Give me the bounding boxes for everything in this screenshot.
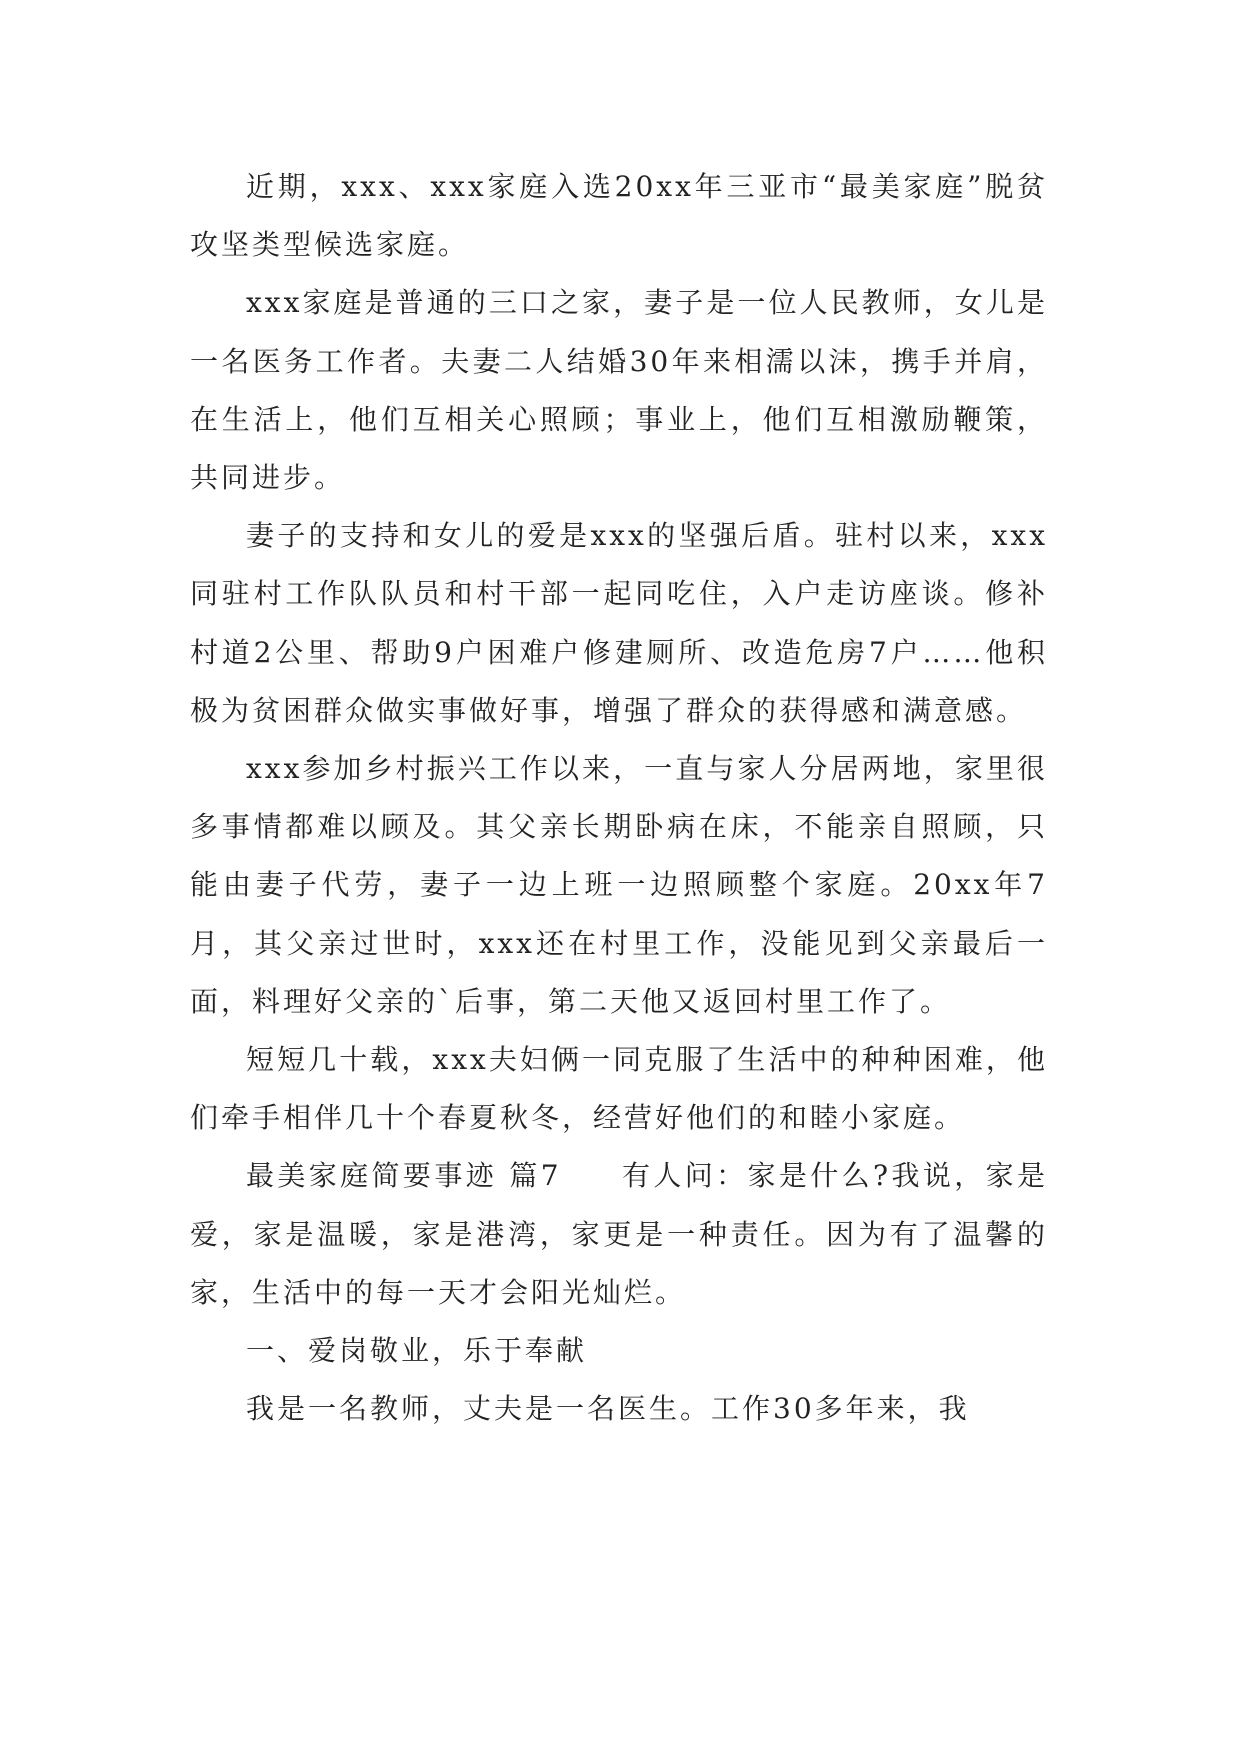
section-heading: 最美家庭简要事迹 篇7	[246, 1159, 562, 1193]
paragraph-intro: 近期，xxx、xxx家庭入选20xx年三亚市“最美家庭”脱贫攻坚类型候选家庭。	[190, 170, 1048, 262]
subheading: 一、爱岗敬业，乐于奉献	[246, 1334, 588, 1368]
paragraph-teacher: 我是一名教师，丈夫是一名医生。工作30多年来，我	[246, 1392, 970, 1426]
paragraph-family-sacrifice: xxx参加乡村振兴工作以来，一直与家人分居两地，家里很多事情都难以顾及。其父亲长期卧病在床，不能亲自照顾，只能由妻子代劳，妻子一边上班一边照顾整个家庭。20xx年7月，其父亲过世时，xxx还在村里工作，没能见到父亲最后一面，料理好父亲的`后事，第二天他又返回村里工作了。	[190, 752, 1048, 1018]
paragraph-village-work: 妻子的支持和女儿的爱是xxx的坚强后盾。驻村以来，xxx同驻村工作队队员和村干部一起同吃住，入户走访座谈。修补村道2公里、帮助9户困难户修建厕所、改造危房7户……他积极为贫困群众做实事做好事，增强了群众的获得感和满意感。	[190, 519, 1048, 727]
paragraph-family-overview: xxx家庭是普通的三口之家，妻子是一位人民教师，女儿是一名医务工作者。夫妻二人结婚30年来相濡以沫，携手并肩，在生活上，他们互相关心照顾；事业上，他们互相激励鞭策，共同进步。	[190, 286, 1048, 495]
section-text: 有人问：家是什么?我说，家是爱，家是温暖，家是港湾，家更是一种责任。因为有了温馨的家，生活中的每一天才会阳光灿烂。	[190, 1159, 1048, 1309]
paragraph-conclusion: 短短几十载，xxx夫妇俩一同克服了生活中的种种困难，他们牵手相伴几十个春夏秋冬，经营好他们的和睦小家庭。	[190, 1043, 1048, 1135]
document-body	[190, 158, 1048, 1438]
paragraph-section-7	[190, 1147, 1048, 1322]
